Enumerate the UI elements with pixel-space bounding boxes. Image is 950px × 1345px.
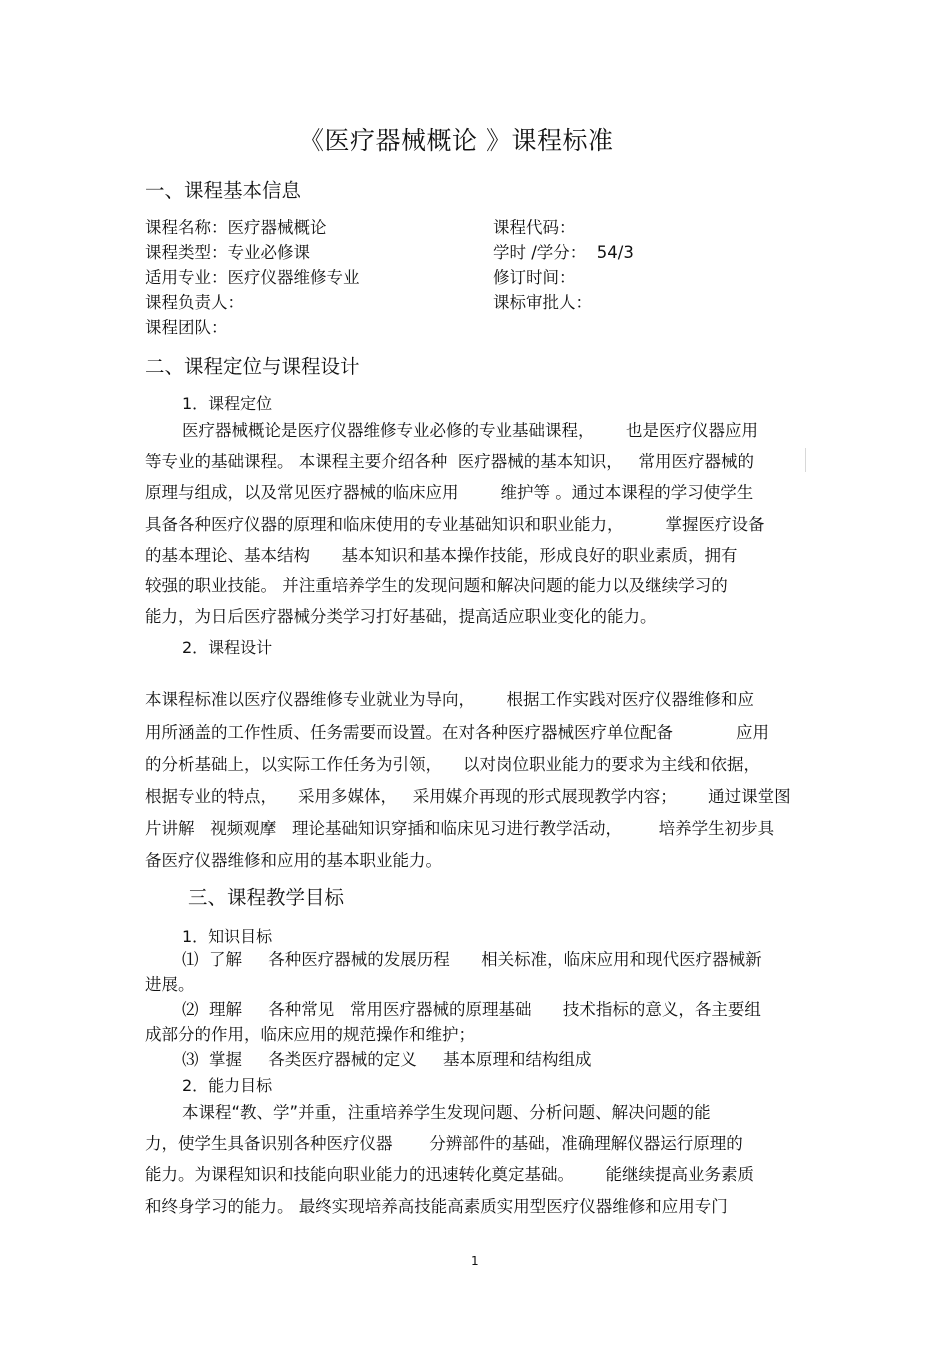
design-line: 本课程标准以医疗仪器维修专业就业为导向， 根据工作实践对医疗仪器维修和应 [145,690,754,709]
positioning-line: 等专业的基础课程。 本课程主要介绍各种 医疗器械的基本知识， 常用医疗器械的 [145,452,754,471]
course-type: 课程类型：专业必修课 [145,243,310,262]
course-team: 课程团队： [145,318,228,337]
positioning-line: 的基本理论、基本结构 基本知识和基本操作技能，形成良好的职业素质，拥有 [145,546,738,565]
ability-line: 能力。为课程知识和技能向职业能力的迅速转化奠定基础。 能继续提高业务素质 [145,1165,754,1184]
design-line: 的分析基础上，以实际工作任务为引领， 以对岗位职业能力的要求为主线和依据， [145,755,760,774]
document-title: 《医疗器械概论 》课程标准 [299,126,614,155]
course-name: 课程名称：医疗器械概论 [145,218,327,237]
design-line: 根据专业的特点， 采用多媒体， 采用媒介再现的形式展现教学内容； 通过课堂图 [145,787,791,806]
course-hours-credits: 学时 /学分： 54/3 [493,243,634,262]
knowledge-line: ⑵ 理解 各种常见 常用医疗器械的原理基础 技术指标的意义，各主要组 [182,1000,761,1019]
applicable-major: 适用专业：医疗仪器维修专业 [145,268,360,287]
knowledge-line: ⑴ 了解 各种医疗器械的发展历程 相关标准，临床应用和现代医疗器械新 [182,950,762,969]
ability-line: 和终身学习的能力。 最终实现培养高技能高素质实用型医疗仪器维修和应用专门 [145,1197,728,1216]
subheading-course-design: 2．课程设计 [182,638,273,657]
positioning-line: 具备各种医疗仪器的原理和临床使用的专业基础知识和职业能力， 掌握医疗设备 [145,515,765,534]
design-line: 备医疗仪器维修和应用的基本职业能力。 [145,851,442,870]
positioning-line: 较强的职业技能。 并注重培养学生的发现问题和解决问题的能力以及继续学习的 [145,576,728,595]
page-number: 1 [471,1254,479,1268]
knowledge-line: ⑶ 掌握 各类医疗器械的定义 基本原理和结构组成 [182,1050,592,1069]
standard-approver: 课标审批人： [493,293,592,312]
subheading-course-positioning: 1．课程定位 [182,394,273,413]
positioning-line: 医疗器械概论是医疗仪器维修专业必修的专业基础课程， 也是医疗仪器应用 [182,421,758,440]
ability-line: 本课程“教、学”并重，注重培养学生发现问题、分析问题、解决问题的能 [182,1103,711,1122]
positioning-line: 原理与组成，以及常见医疗器械的临床应用 维护等 。通过本课程的学习使学生 [145,483,754,502]
section-heading-positioning-design: 二、课程定位与课程设计 [145,355,360,378]
revision-time: 修订时间： [493,268,576,287]
margin-line [805,448,806,472]
knowledge-line: 成部分的作用，临床应用的规范操作和维护； [145,1025,475,1044]
positioning-line: 能力，为日后医疗器械分类学习打好基础，提高适应职业变化的能力。 [145,607,657,626]
knowledge-line: 进展。 [145,975,195,994]
section-heading-basic-info: 一、课程基本信息 [145,179,302,202]
design-line: 片讲解 视频观摩 理论基础知识穿插和临床见习进行教学活动， 培养学生初步具 [145,819,775,838]
subheading-knowledge-objectives: 1．知识目标 [182,927,273,946]
course-owner: 课程负责人： [145,293,244,312]
ability-line: 力，使学生具备识别各种医疗仪器 分辨部件的基础，准确理解仪器运行原理的 [145,1134,743,1153]
subheading-ability-objectives: 2．能力目标 [182,1076,273,1095]
course-code: 课程代码： [493,218,576,237]
design-line: 用所涵盖的工作性质、任务需要而设置。在对各种医疗器械医疗单位配备 应用 [145,723,769,742]
section-heading-teaching-objectives: 三、课程教学目标 [188,886,345,909]
